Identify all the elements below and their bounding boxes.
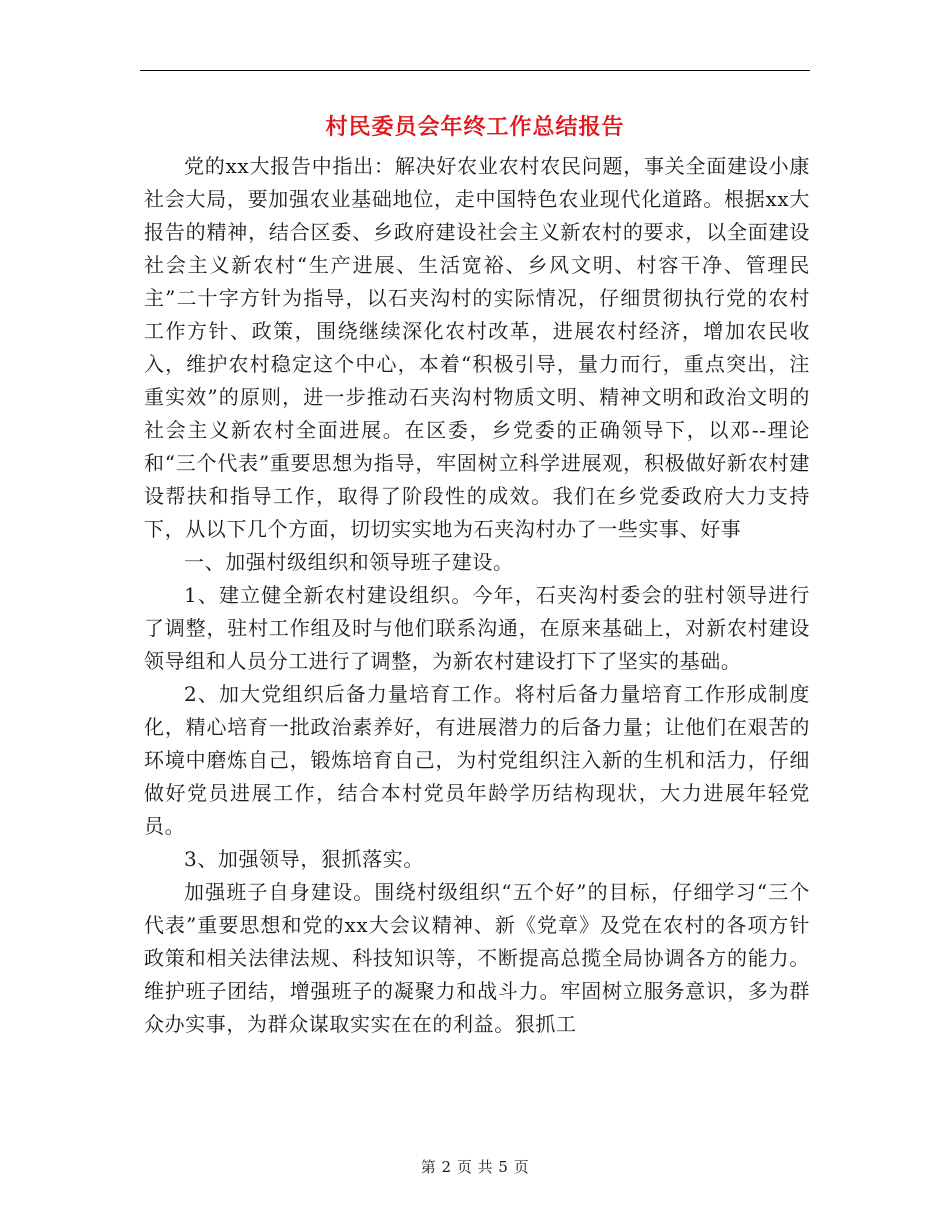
document-title: 村民委员会年终工作总结报告 (325, 114, 625, 140)
paragraph-intro: 党的xx大报告中指出：解决好农业农村农民问题，事关全面建设小康社会大局，要加强农业基础地位，走中国特色农业现代化道路。根据xx大报告的精神，结合区委、乡政府建设社会主义新农村的要求，以全面建设社会主义新农村“生产进展、生活宽裕、乡风文明、村容干净、管理民主”二十字方针为指导，以石夹沟村的实际情况，仔细贯彻执行党的农村工作方针、政策，围绕继续深化农村改革，进展农村经济，增加农民收入，维护农村稳定这个中心，本着“积极引导，量力而行，重点突出，注重实效”的原则，进一步推动石夹沟村物质文明、精神文明和政治文明的社会主义新农村全面进展。在区委，乡党委的正确领导下，以邓--理论和“三个代表”重要思想为指导，牢固树立科学进展观，积极做好新农村建设帮扶和指导工作，取得了阶段性的成效。我们在乡党委政府大力支持下，从以下几个方面，切切实实地为石夹沟村办了一些实事、好事 (144, 154, 810, 541)
paragraph-item-3: 3、加强领导，狠抓落实。 (184, 847, 424, 871)
header-rule (140, 70, 810, 71)
paragraph-item-3-detail: 加强班子自身建设。围绕村级组织“五个好”的目标，仔细学习“三个代表”重要思想和党的xx大会议精神、新《党章》及党在农村的各项方针政策和相关法律法规、科技知识等，不断提高总揽全局协调各方的能力。维护班子团结，增强班子的凝聚力和战斗力。牢固树立服务意识，多为群众办实事，为群众谋取实实在在的利益。狠抓工 (144, 880, 810, 1036)
paragraph-item-2: 2、加大党组织后备力量培育工作。将村后备力量培育工作形成制度化，精心培育一批政治素养好，有进展潜力的后备力量；让他们在艰苦的环境中磨炼自己，锻炼培育自己，为村党组织注入新的生机和活力，仔细做好党员进展工作，结合本村党员年龄学历结构现状，大力进展年轻党员。 (144, 682, 810, 838)
document-body (144, 150, 810, 1041)
page-number: 第 2 页 共 5 页 (420, 1158, 530, 1176)
paragraph-item-1: 1、建立健全新农村建设组织。今年，石夹沟村委会的驻村领导进行了调整，驻村工作组及时与他们联系沟通，在原来基础上，对新农村建设领导组和人员分工进行了调整，为新农村建设打下了坚实的基础。 (144, 583, 810, 673)
section-heading-1: 一、加强村级组织和领导班子建设。 (184, 550, 514, 574)
